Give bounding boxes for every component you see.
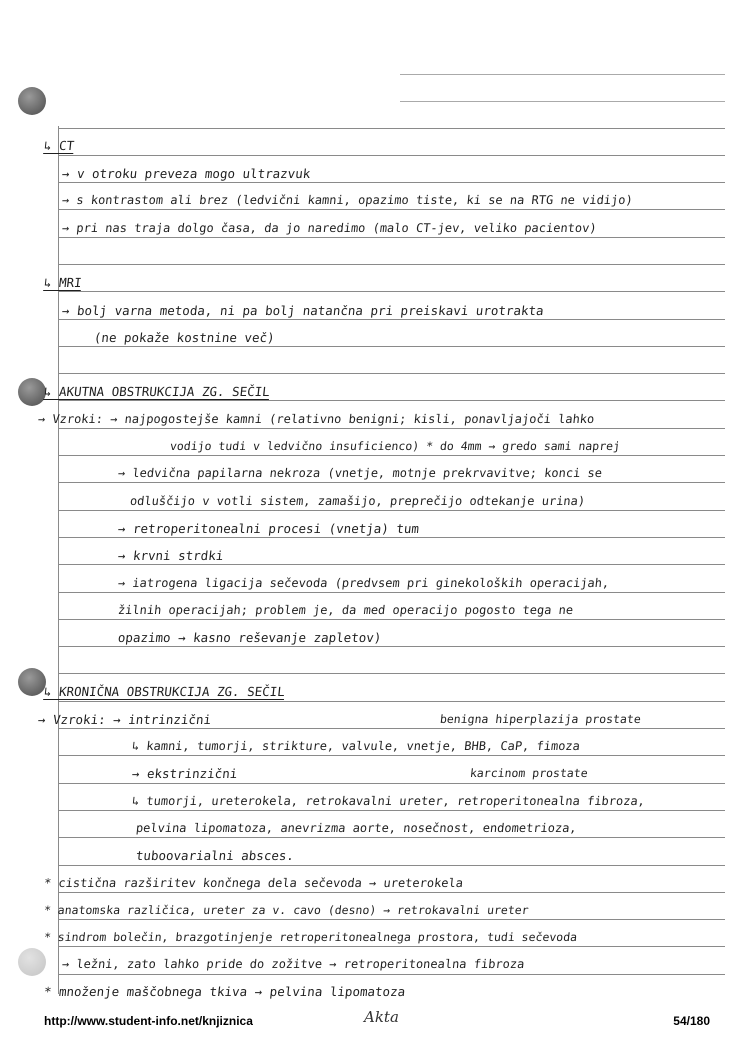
ruled-line <box>58 783 725 784</box>
ruled-line <box>58 919 725 920</box>
ruled-line <box>58 946 725 947</box>
note-line: opazimo → kasno reševanje zapletov) <box>117 630 383 645</box>
note-line: odluščijo v votli sistem, zamašijo, preprečijo odtekanje urina) <box>129 494 586 508</box>
ruled-line <box>58 182 725 183</box>
ruled-line <box>58 291 725 292</box>
note-line: → Vzroki: → najpogostejše kamni (relativno benigni; kisli, ponavljajoči lahko <box>37 412 596 426</box>
header-line <box>400 101 725 102</box>
note-line: → pri nas traja dolgo časa, da jo naredimo (malo CT-jev, veliko pacientov) <box>61 221 598 235</box>
ruled-line <box>58 592 725 593</box>
section-heading-mri: ↳ MRI <box>43 275 83 290</box>
footer-url: http://www.student-info.net/knjiznica <box>44 1014 253 1028</box>
ruled-line <box>58 564 725 565</box>
ruled-line <box>58 646 725 647</box>
ruled-line <box>58 455 725 456</box>
note-line: * sindrom bolečin, brazgotinjenje retroperitonealnega prostora, tudi sečevoda <box>43 930 578 944</box>
note-line: → ležni, zato lahko pride do zožitve → retroperitonealna fibroza <box>61 957 526 971</box>
note-line: tuboovarialni absces. <box>135 848 295 863</box>
ruled-line <box>58 755 725 756</box>
punch-hole <box>18 948 46 976</box>
note-line: → v otroku preveza mogo ultrazvuk <box>61 166 312 181</box>
ruled-line <box>58 482 725 483</box>
note-line: → ekstrinzični <box>131 766 239 781</box>
margin-line <box>58 126 59 994</box>
ruled-line <box>58 428 725 429</box>
note-line: pelvina lipomatoza, anevrizma aorte, nosečnost, endometrioza, <box>135 821 578 835</box>
note-annotation: karcinom prostate <box>469 766 589 780</box>
ruled-line <box>58 319 725 320</box>
ruled-line <box>58 810 725 811</box>
punch-hole <box>18 378 46 406</box>
ruled-line <box>58 264 725 265</box>
note-line: vodijo tudi v ledvično insuficienco) * do 4mm → gredo sami naprej <box>169 439 621 453</box>
note-line: → bolj varna metoda, ni pa bolj natančna pri preiskavi urotrakta <box>61 303 545 318</box>
note-line: žilnih operacijah; problem je, da med operacijo pogosto tega ne <box>117 603 574 617</box>
section-heading-chronic-obstruction: ↳ KRONIČNA OBSTRUKCIJA ZG. SEČIL <box>43 684 286 699</box>
ruled-line <box>58 974 725 975</box>
ruled-line <box>58 346 725 347</box>
note-line: ↳ tumorji, ureterokela, retrokavalni ureter, retroperitonealna fibroza, <box>131 794 646 808</box>
note-line: → Vzroki: → intrinzični <box>37 712 212 727</box>
ruled-line <box>58 673 725 674</box>
note-line: → krvni strdki <box>117 548 225 563</box>
note-line: → s kontrastom ali brez (ledvični kamni, opazimo tiste, ki se na RTG ne vidijo) <box>61 193 634 207</box>
punch-hole <box>18 87 46 115</box>
ruled-line <box>58 619 725 620</box>
page-number: 54/180 <box>673 1014 710 1028</box>
note-line: → ledvična papilarna nekroza (vnetje, motnje prekrvavitve; konci se <box>117 466 603 480</box>
note-line: (ne pokaže kostnine več) <box>93 330 276 345</box>
section-heading-ct: ↳ CT <box>43 138 75 153</box>
ruled-line <box>58 701 725 702</box>
ruled-line <box>58 537 725 538</box>
note-line: ↳ kamni, tumorji, strikture, valvule, vnetje, BHB, CaP, fimoza <box>131 739 581 753</box>
note-line: * cistična razširitev končnega dela sečevoda → ureterokela <box>43 876 464 890</box>
note-line: → retroperitonealni procesi (vnetja) tum <box>117 521 420 536</box>
akta-logo: Akta <box>364 1008 399 1026</box>
ruled-line <box>58 837 725 838</box>
ruled-line <box>58 892 725 893</box>
note-line: → iatrogena ligacija sečevoda (predvsem pri ginekoloških operacijah, <box>117 576 611 590</box>
note-line: * anatomska različica, ureter za v. cavo (desno) → retrokavalni ureter <box>43 903 530 917</box>
ruled-line <box>58 728 725 729</box>
punch-hole <box>18 668 46 696</box>
note-line: * množenje maščobnega tkiva → pelvina lipomatoza <box>43 984 407 999</box>
note-annotation: benigna hiperplazija prostate <box>439 712 642 726</box>
ruled-line <box>58 865 725 866</box>
ruled-line <box>58 209 725 210</box>
ruled-line <box>58 510 725 511</box>
ruled-line <box>58 237 725 238</box>
ruled-line <box>58 128 725 129</box>
ruled-line <box>58 400 725 401</box>
ruled-line <box>58 373 725 374</box>
header-line <box>400 74 725 75</box>
ruled-line <box>58 155 725 156</box>
section-heading-acute-obstruction: ↳ AKUTNA OBSTRUKCIJA ZG. SEČIL <box>43 384 271 399</box>
